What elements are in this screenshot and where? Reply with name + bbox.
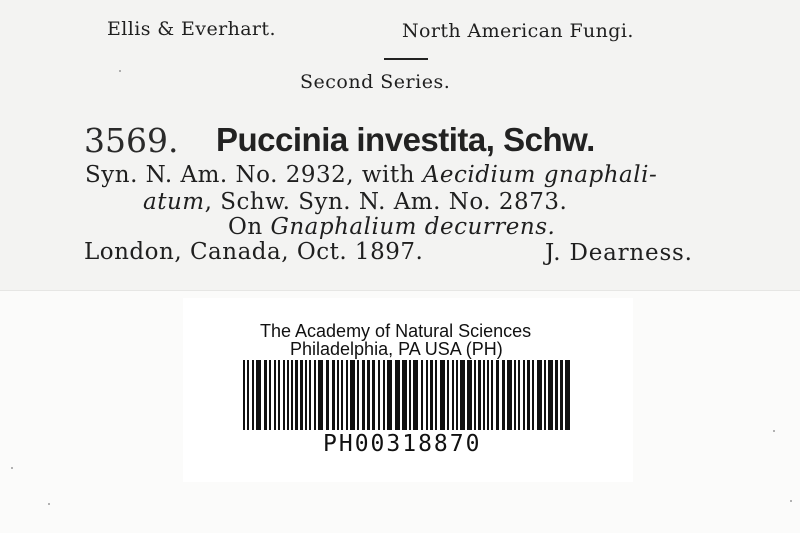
barcode-bar bbox=[555, 360, 558, 430]
barcode-bar bbox=[502, 360, 505, 430]
label-locality: London, Canada, Oct. 1897. bbox=[84, 239, 424, 265]
label-species-name: Puccinia investita, Schw. bbox=[216, 121, 595, 158]
barcode-institution: The Academy of Natural Sciences bbox=[260, 321, 532, 341]
barcode-bar bbox=[426, 360, 428, 430]
barcode-bar bbox=[332, 360, 335, 430]
speck bbox=[48, 503, 50, 505]
barcode-bar bbox=[544, 360, 546, 430]
barcode-bar bbox=[256, 360, 261, 430]
label-authors: Ellis & Everhart. bbox=[107, 18, 276, 40]
synonym-line-1-italic: Aecidium gnaphali- bbox=[422, 162, 658, 188]
barcode-bar bbox=[326, 360, 329, 430]
barcode-bar bbox=[269, 360, 271, 430]
barcode-bar bbox=[295, 360, 298, 430]
speck bbox=[11, 467, 13, 469]
barcode-bar bbox=[518, 360, 520, 430]
barcode-bar bbox=[532, 360, 534, 430]
barcode-bar bbox=[487, 360, 489, 430]
barcode-bar bbox=[383, 360, 385, 430]
label-synonym-line-2 bbox=[143, 191, 567, 214]
label-synonym-line-1 bbox=[85, 164, 657, 187]
barcode-bar bbox=[483, 360, 485, 430]
barcode-bar bbox=[474, 360, 476, 430]
barcode-bar bbox=[314, 360, 316, 430]
barcode-bar bbox=[413, 360, 418, 430]
barcode-bar bbox=[491, 360, 493, 430]
barcode-bar bbox=[278, 360, 280, 430]
barcode-bar bbox=[367, 360, 370, 430]
barcode-bar bbox=[460, 360, 465, 430]
barcode-bar bbox=[523, 360, 525, 430]
barcode-bar bbox=[309, 360, 311, 430]
barcode-bar bbox=[565, 360, 570, 430]
barcode-bar bbox=[264, 360, 267, 430]
barcode-bar bbox=[507, 360, 512, 430]
barcode-bar bbox=[514, 360, 516, 430]
label-specimen-number: 3569. bbox=[84, 121, 179, 160]
barcode-bar bbox=[346, 360, 348, 430]
barcode-bar bbox=[560, 360, 563, 430]
barcode-bar bbox=[430, 360, 433, 430]
barcode-bar bbox=[252, 360, 254, 430]
barcode-bar bbox=[421, 360, 423, 430]
barcode-bar bbox=[362, 360, 365, 430]
barcode-bar bbox=[447, 360, 449, 430]
barcode bbox=[243, 360, 571, 430]
label-host-line bbox=[228, 216, 555, 239]
barcode-bar bbox=[435, 360, 437, 430]
barcode-location: Philadelphia, PA USA (PH) bbox=[290, 339, 503, 359]
barcode-bar bbox=[537, 360, 542, 430]
barcode-bar bbox=[452, 360, 454, 430]
barcode-bar bbox=[341, 360, 343, 430]
barcode-bar bbox=[291, 360, 293, 430]
barcode-bar bbox=[283, 360, 285, 430]
host-line-italic: Gnaphalium decurrens. bbox=[270, 214, 556, 240]
synonym-line-2-rest: , Schw. Syn. N. Am. No. 2873. bbox=[204, 189, 568, 215]
speck bbox=[773, 430, 775, 432]
speck bbox=[119, 70, 121, 72]
synonym-line-1-prefix: Syn. N. Am. No. 2932, with bbox=[85, 162, 415, 188]
barcode-bar bbox=[243, 360, 245, 430]
barcode-bar bbox=[305, 360, 307, 430]
barcode-bar bbox=[287, 360, 289, 430]
barcode-bar bbox=[274, 360, 276, 430]
barcode-bar bbox=[350, 360, 355, 430]
label-collector: J. Dearness. bbox=[545, 240, 693, 266]
barcode-bar bbox=[318, 360, 323, 430]
barcode-bar bbox=[548, 360, 553, 430]
barcode-bar bbox=[378, 360, 380, 430]
barcode-bar bbox=[402, 360, 407, 430]
barcode-bar bbox=[300, 360, 303, 430]
label-separator-rule bbox=[384, 58, 428, 60]
barcode-bar bbox=[409, 360, 411, 430]
barcode-bar bbox=[496, 360, 499, 430]
barcode-bar bbox=[387, 360, 392, 430]
synonym-line-2-italic: atum bbox=[143, 189, 205, 215]
barcode-bar bbox=[357, 360, 359, 430]
barcode-bar bbox=[527, 360, 530, 430]
barcode-bar bbox=[440, 360, 445, 430]
barcode-bar bbox=[467, 360, 472, 430]
host-line-prefix: On bbox=[228, 214, 263, 240]
barcode-bar bbox=[456, 360, 458, 430]
label-series-number: Second Series. bbox=[300, 71, 451, 93]
barcode-bar bbox=[478, 360, 481, 430]
barcode-bar bbox=[337, 360, 339, 430]
barcode-number: PH00318870 bbox=[323, 431, 482, 457]
barcode-bar bbox=[395, 360, 400, 430]
speck bbox=[790, 500, 792, 502]
barcode-bar bbox=[247, 360, 249, 430]
label-series-title: North American Fungi. bbox=[402, 20, 634, 42]
barcode-bar bbox=[372, 360, 375, 430]
